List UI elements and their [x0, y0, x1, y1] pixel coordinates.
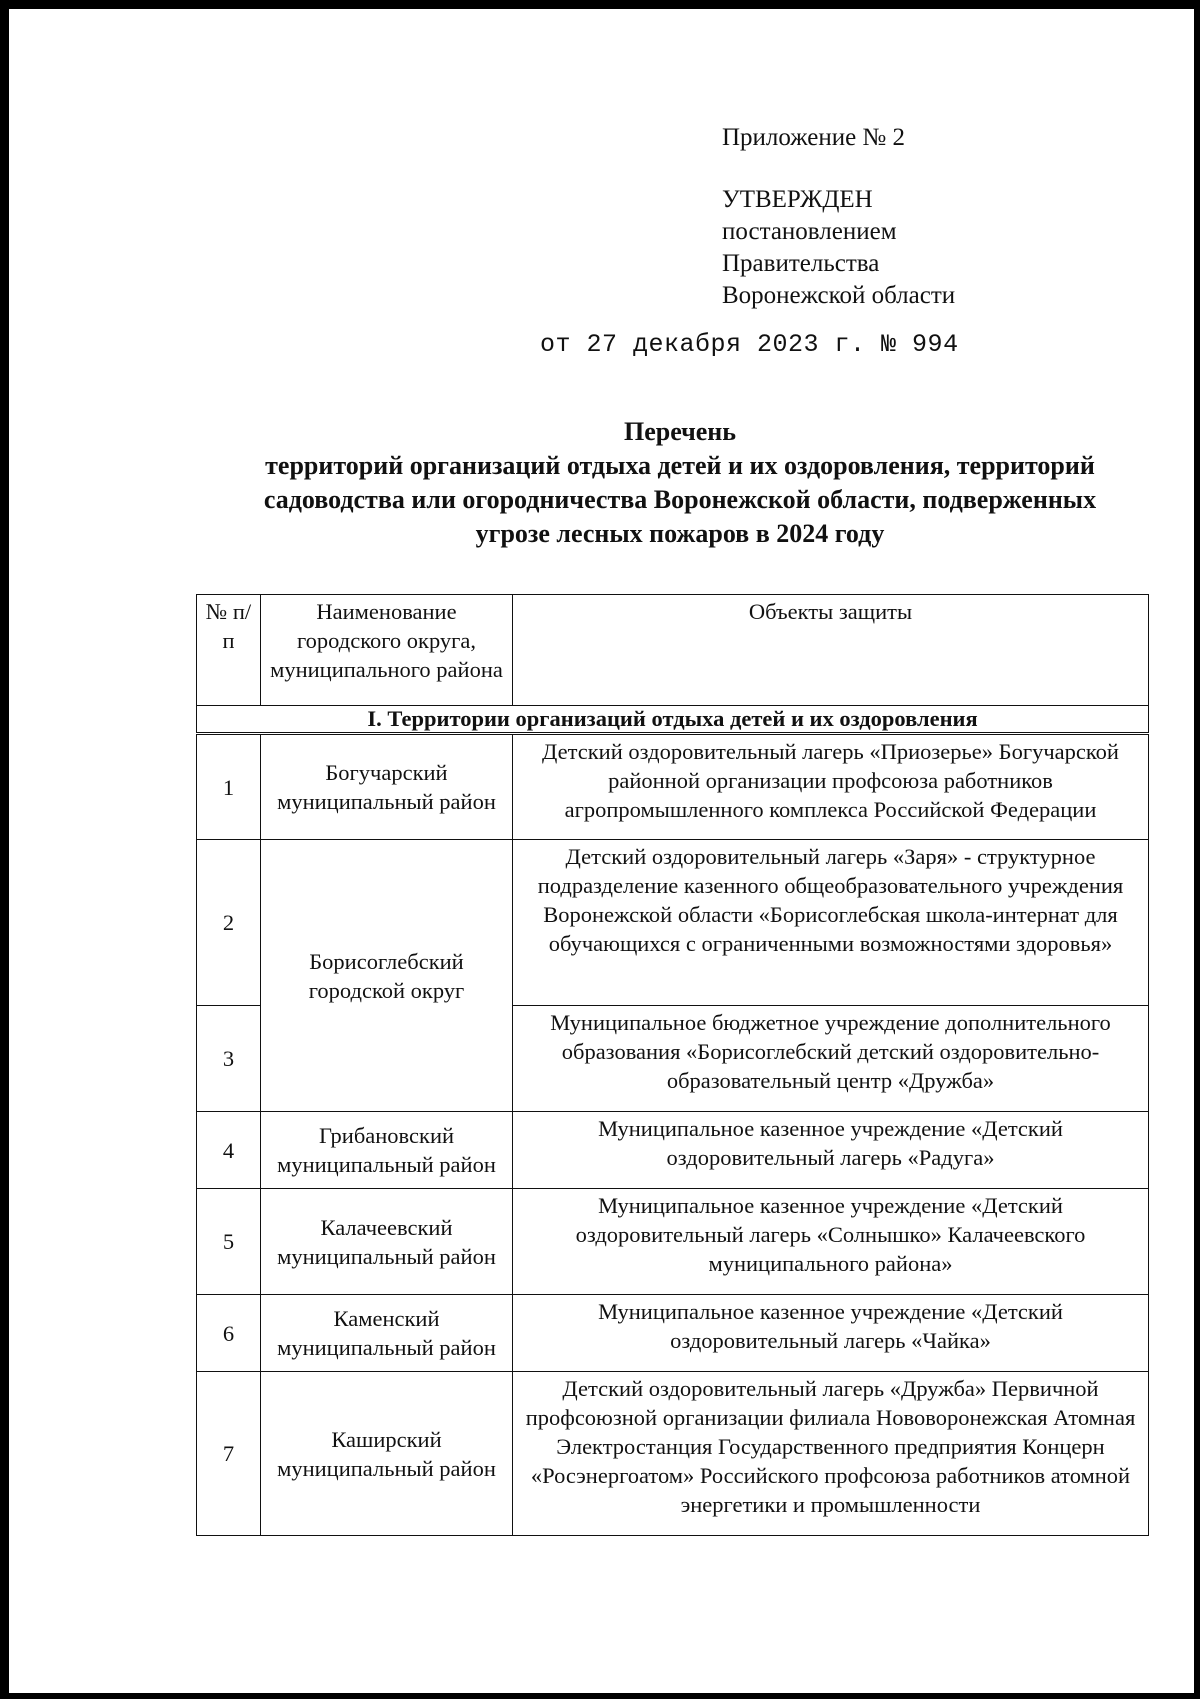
approval-line-2: Правительства [722, 250, 880, 277]
title-subtitle-line-3: угрозе лесных пожаров в 2024 году [475, 519, 885, 548]
approval-line-3: Воронежской области [722, 282, 956, 309]
objects-table-wrapper [196, 594, 1148, 1536]
header-objects: Объекты защиты [513, 595, 1149, 706]
row-object: Муниципальное бюджетное учреждение дополнительного образования «Борисоглебский детский оздоровительно-образовательный центр «Дружба» [513, 1006, 1149, 1112]
row-object: Детский оздоровительный лагерь «Заря» - структурное подразделение казенного общеобразовательного учреждения Воронежской области «Борисоглебская школа-интернат для обучающихся с ограниченными возможностями здоровья» [513, 840, 1149, 1006]
section-title: I. Территории организаций отдыха детей и их оздоровления [197, 706, 1149, 734]
table-row [197, 1189, 1149, 1295]
row-district: Богучарский муниципальный район [261, 734, 513, 840]
row-num: 2 [197, 840, 261, 1006]
section-row [197, 706, 1149, 734]
row-district: Калачеевский муниципальный район [261, 1189, 513, 1295]
header-district: Наименование городского округа, муниципального района [261, 595, 513, 706]
appendix-label: Приложение № 2 [722, 124, 906, 151]
row-district: Каширский муниципальный район [261, 1372, 513, 1536]
row-object: Детский оздоровительный лагерь «Дружба» Первичной профсоюзной организации филиала Нововоронежская Атомная Электростанция Государственного предприятия Концерн «Росэнергоатом» Российского профсоюза работников атомной энергетики и промышленности [513, 1372, 1149, 1536]
approval-block [722, 122, 955, 312]
row-object: Муниципальное казенное учреждение «Детский оздоровительный лагерь «Солнышко» Калачеевского муниципального района» [513, 1189, 1149, 1295]
row-object: Муниципальное казенное учреждение «Детский оздоровительный лагерь «Чайка» [513, 1295, 1149, 1372]
row-district: Грибановский муниципальный район [261, 1112, 513, 1189]
row-num: 3 [197, 1006, 261, 1112]
row-object: Муниципальное казенное учреждение «Детский оздоровительный лагерь «Радуга» [513, 1112, 1149, 1189]
document-date-number: от 27 декабря 2023 г. № 994 [540, 330, 959, 359]
row-num: 4 [197, 1112, 261, 1189]
row-num: 7 [197, 1372, 261, 1536]
row-num: 1 [197, 734, 261, 840]
document-title [190, 415, 1170, 551]
table-row [197, 840, 1149, 1006]
table-row [197, 1112, 1149, 1189]
row-district: Борисоглебский городской округ [261, 840, 513, 1112]
objects-table [196, 594, 1149, 1536]
row-object: Детский оздоровительный лагерь «Приозерье» Богучарской районной организации профсоюза работников агропромышленного комплекса Российской Федерации [513, 734, 1149, 840]
table-row [197, 1295, 1149, 1372]
row-num: 6 [197, 1295, 261, 1372]
approval-line-1: постановлением [722, 218, 897, 245]
header-num: № п/п [197, 595, 261, 706]
title-heading: Перечень [623, 417, 737, 446]
title-subtitle-line-2: садоводства или огородничества Воронежской области, подверженных [263, 485, 1097, 514]
approved-label: УТВЕРЖДЕН [722, 186, 873, 213]
table-row [197, 734, 1149, 840]
row-num: 5 [197, 1189, 261, 1295]
row-district: Каменский муниципальный район [261, 1295, 513, 1372]
table-row [197, 1372, 1149, 1536]
table-header-row [197, 595, 1149, 706]
title-subtitle-line-1: территорий организаций отдыха детей и их оздоровления, территорий [265, 451, 1095, 480]
